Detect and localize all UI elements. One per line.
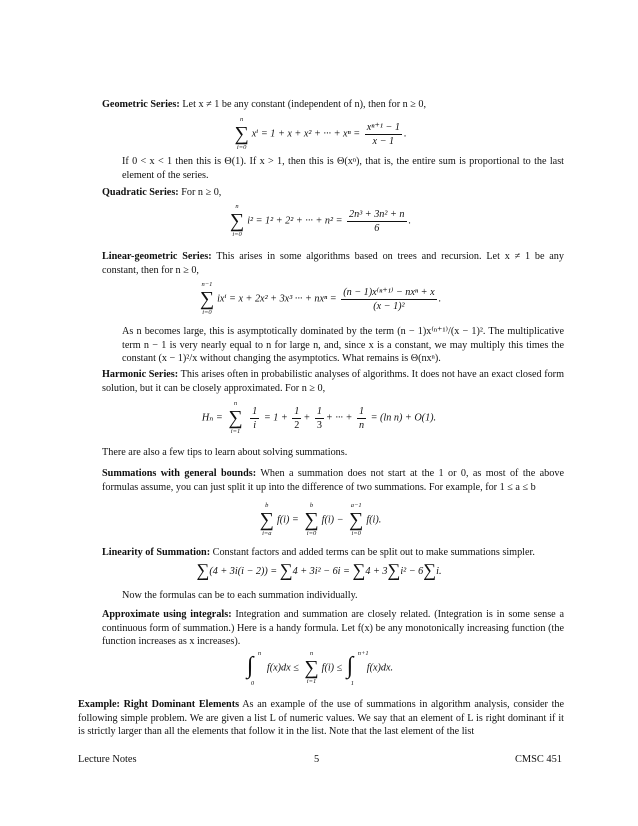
quadratic-series-equation: n ∑ i=0 i² = 1² + 2² + ··· + n² = $\frac{\text{2n³ + 3n² + n}}{6}$ . bbox=[229, 203, 412, 238]
integrals-paragraph: Approximate using integrals: Integration and summation are closely related. (Integration is in some sense a continuous form of summation.) Here is a handy formula. Let f(x) be any monotonically increasing function (the function increases as x increases). bbox=[102, 609, 564, 648]
harmonic-series-intro: Harmonic Series: This arises often in probabilistic analyses of algorithms. It does not have an exact closed form solution, but it can be closely approximated. For n ≥ 0, bbox=[102, 369, 564, 394]
example-heading: Example: Right Dominant Elements bbox=[78, 699, 240, 710]
geometric-series-followup: If 0 < x < 1 then this is Θ(1). If x > 1, then this is Θ(xⁿ), that is, the entire sum is proportional to the last element of the series. bbox=[122, 156, 564, 181]
general-bounds-equation: b ∑ i=a f(i) = b ∑ i=0 f(i) − a−1 ∑ i=0 f(i). bbox=[259, 502, 382, 537]
general-bounds-heading: Summations with general bounds: bbox=[102, 468, 257, 479]
example-paragraph: Example: Right Dominant Elements As an example of the use of summations in algorithm analysis, consider the following simple problem. We are given a list L of numeric values. We say that an element of L is right dominant if it is strictly larger than all the elements that follow it in the list. Note that the last element of the list bbox=[78, 699, 565, 738]
footer-right: CMSC 451 bbox=[514, 754, 562, 765]
linearity-equation: ∑(4 + 3i(i − 2)) = ∑4 + 3i² − 6i = ∑4 + 3∑i² − 6∑i. bbox=[196, 560, 442, 580]
geometric-series-equation: n ∑ i=0 xⁱ = 1 + x + x² + ··· + xⁿ = $\frac{\text{xⁿ⁺¹ − 1}}{x - 1}$ . bbox=[234, 116, 407, 151]
quadratic-series-intro: Quadratic Series: For n ≥ 0, bbox=[102, 187, 222, 198]
quadratic-series-heading: Quadratic Series: bbox=[102, 187, 179, 198]
tips-line: There are also a few tips to learn about solving summations. bbox=[102, 447, 348, 458]
general-bounds-paragraph: Summations with general bounds: When a summation does not start at the 1 or 0, as most of the above formulas assume, you can just split it up into the difference of two summations. For example, for 1 ≤ a ≤ b bbox=[102, 468, 564, 493]
footer-left: Lecture Notes bbox=[78, 754, 137, 765]
linear-geometric-series-intro: Linear-geometric Series: This arises in some algorithms based on trees and recursion. Let x ≠ 1 be any constant, then for n ≥ 0, bbox=[102, 251, 564, 276]
harmonic-series-equation: Hₙ = n ∑ i=1 $\frac{1}{i}$ = 1 + $\frac{1}{2}$ + $\frac{1}{3}$ + ··· + $\frac{1}{n}$ = (ln n) + O(1). bbox=[201, 400, 437, 435]
harmonic-series-heading: Harmonic Series: bbox=[102, 369, 179, 380]
geometric-series-intro bbox=[102, 98, 564, 112]
integrals-equation: n ∫ 0 f(x)dx ≤ n ∑ i=1 f(i) ≤ n+1 ∫ 1 f(x)dx. bbox=[246, 650, 394, 687]
linearity-heading: Linearity of Summation: bbox=[102, 547, 211, 558]
linear-geometric-series-equation: n−1 ∑ i=0 ixⁱ = x + 2x² + 3x³ ··· + nxⁿ = $\frac{\text{(n − 1)x⁽ⁿ⁺¹⁾ − nxⁿ + x}}{\text{(x − 1)²}}$ . bbox=[199, 281, 442, 316]
linearity-followup: Now the formulas can be to each summation individually. bbox=[122, 590, 358, 601]
geometric-series-heading: Geometric Series: bbox=[102, 99, 180, 110]
integrals-heading: Approximate using integrals: bbox=[102, 609, 232, 620]
page-number: 5 bbox=[314, 754, 320, 765]
linear-geometric-series-heading: Linear-geometric Series: bbox=[102, 251, 212, 262]
geometric-series-text: Let x ≠ 1 be any constant (independent of n), then for n ≥ 0, bbox=[182, 99, 427, 110]
linear-geometric-series-followup: As n becomes large, this is asymptotically dominated by the term (n − 1)x⁽ⁿ⁺¹⁾/(x − 1)². The multiplicative term n − 1 is very nearly equal to n for large n, and, since x is a constant, we may multiply this times the constant (x − 1)²/x without changing the asymptotics. What remains is Θ(nxⁿ). bbox=[122, 326, 564, 365]
linearity-paragraph: Linearity of Summation: Constant factors and added terms can be split out to make summations simpler. bbox=[102, 547, 535, 558]
